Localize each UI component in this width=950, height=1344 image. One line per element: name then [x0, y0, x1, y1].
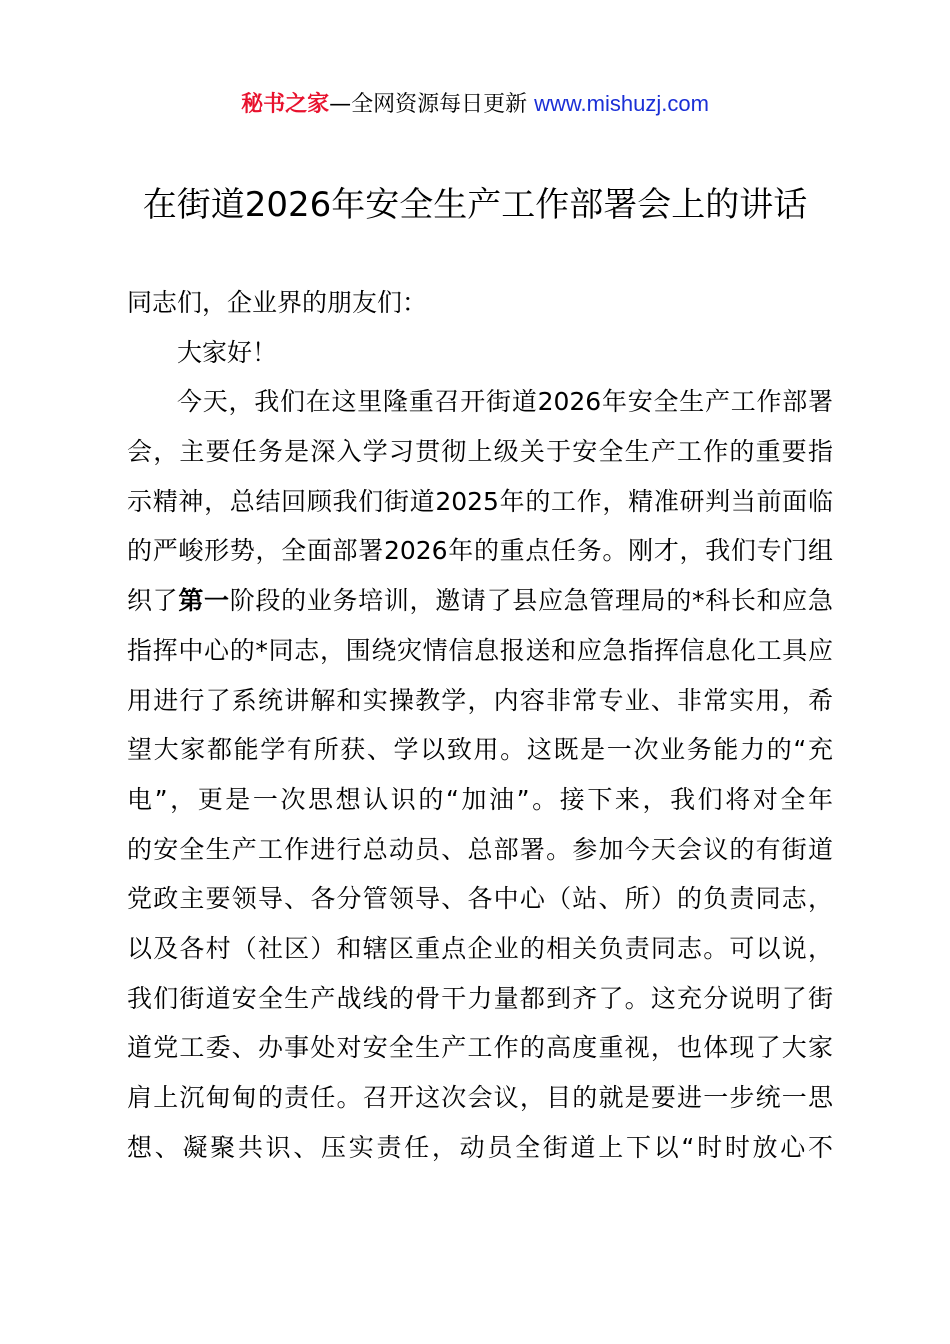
site-url-link[interactable]: www.mishuzj.com	[534, 91, 709, 116]
text-segment: 织了	[127, 586, 179, 616]
paragraph-line: 党政主要领导、各分管领导、各中心（站、所）的负责同志，	[127, 884, 833, 914]
paragraph-line: 道党工委、办事处对安全生产工作的高度重视，也体现了大家	[127, 1033, 833, 1063]
paragraph-line: 肩上沉甸甸的责任。召开这次会议，目的就是要进一步统一思	[127, 1083, 833, 1112]
document-body	[127, 278, 833, 1172]
paragraph-line: 用进行了系统讲解和实操教学，内容非常专业、非常实用，希	[127, 685, 833, 715]
paragraph-line: 示精神，总结回顾我们街道2025年的工作，精准研判当前面临	[127, 486, 833, 516]
text-segment: 阶段的业务培训，邀请了县应急管理局的*科长和应急	[229, 586, 833, 616]
paragraph-line: 的严峻形势，全面部署2026年的重点任务。刚才，我们专门组	[127, 536, 833, 566]
paragraph-line: 指挥中心的*同志，围绕灾情信息报送和应急指挥信息化工具应	[127, 635, 833, 665]
paragraph-line: 想、凝聚共识、压实责任，动员全街道上下以“时时放心不	[127, 1132, 833, 1162]
paragraph-line: 今天，我们在这里隆重召开街道2026年安全生产工作部署	[177, 387, 833, 417]
paragraph-line: 电”，更是一次思想认识的“加油”。接下来，我们将对全年	[127, 784, 833, 814]
document-title: 在街道2026年安全生产工作部署会上的讲话	[142, 185, 808, 225]
site-header	[0, 84, 950, 125]
header-tagline: —全网资源每日更新	[329, 92, 535, 117]
paragraph-line: 望大家都能学有所获、学以致用。这既是一次业务能力的“充	[127, 735, 833, 765]
paragraph-line: 的安全生产工作进行总动员、总部署。参加今天会议的有街道	[127, 834, 833, 864]
emphasis-text: 第一	[178, 586, 230, 616]
brand-name: 秘书之家	[241, 92, 330, 117]
paragraph-line: 我们街道安全生产战线的骨干力量都到齐了。这充分说明了街	[127, 983, 833, 1013]
salutation: 同志们，企业界的朋友们：	[127, 288, 428, 317]
paragraph-line-with-emphasis	[127, 576, 833, 626]
paragraph-line: 以及各村（社区）和辖区重点企业的相关负责同志。可以说，	[127, 933, 833, 963]
greeting: 大家好！	[177, 337, 278, 367]
paragraph-line: 会，主要任务是深入学习贯彻上级关于安全生产工作的重要指	[127, 437, 833, 467]
